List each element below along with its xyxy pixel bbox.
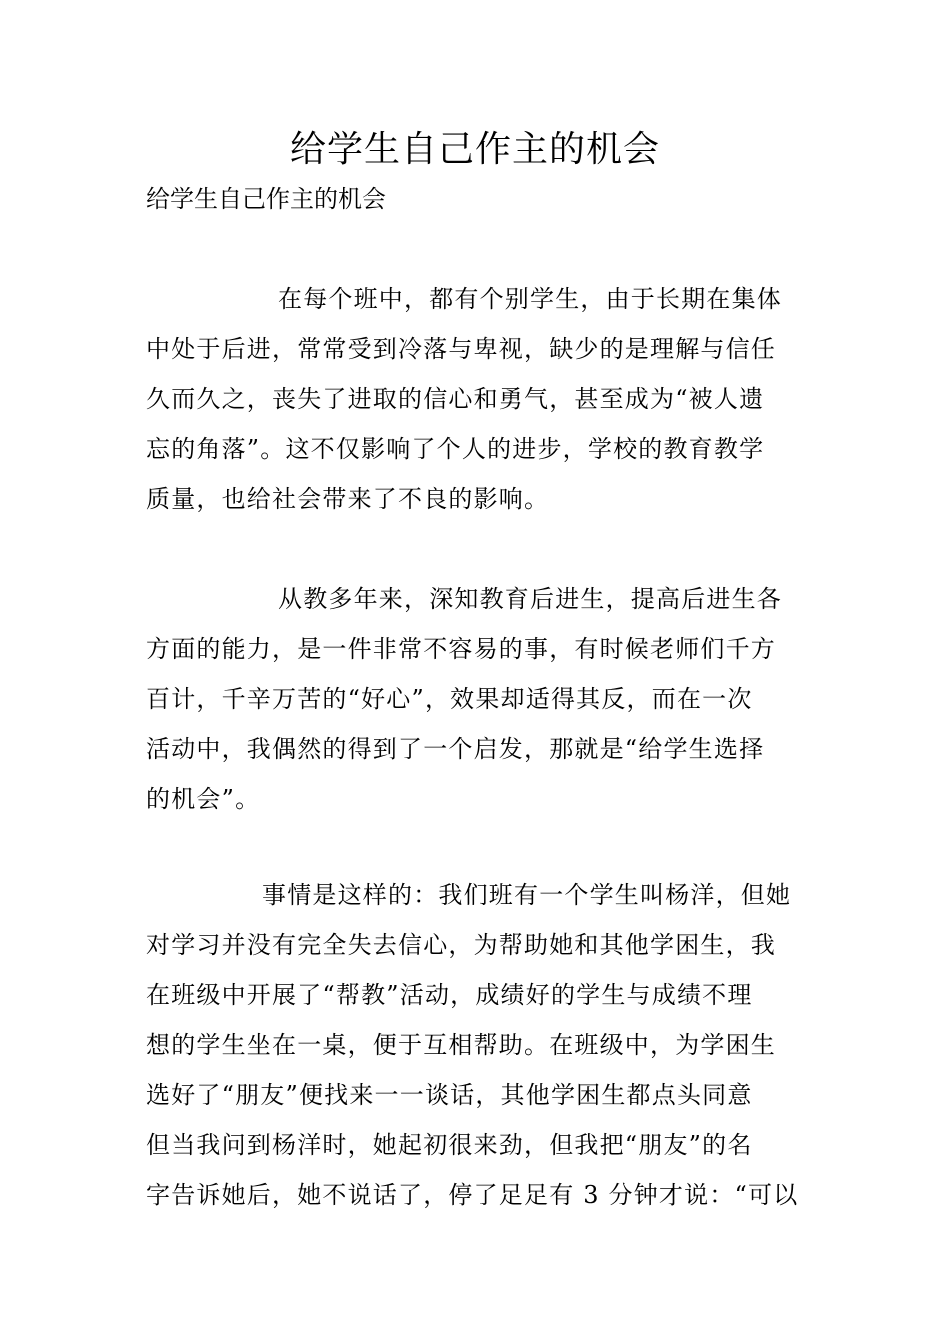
document-subtitle: 给学生自己作主的机会 (146, 185, 386, 213)
paragraph-line: 在班级中开展了“帮教”活动，成绩好的学生与成绩不理 (146, 981, 753, 1009)
paragraph-line: 在每个班中，都有个别学生，由于长期在集体 (278, 285, 782, 313)
paragraph-line: 字告诉她后，她不说话了，停了足足有 3 分钟才说：“可以 (146, 1181, 799, 1209)
paragraph-1 (146, 274, 806, 524)
paragraph-line: 事情是这样的：我们班有一个学生叫杨洋，但她 (262, 881, 792, 909)
document-title: 给学生自己作主的机会 (289, 129, 660, 170)
paragraph-line: 想的学生坐在一桌，便于互相帮助。在班级中，为学困生 (146, 1031, 776, 1059)
paragraph-2 (146, 574, 806, 824)
paragraph-line: 的机会”。 (146, 785, 261, 813)
paragraph-line: 但当我问到杨洋时，她起初很来劲，但我把“朋友”的名 (146, 1131, 753, 1159)
paragraph-line: 方面的能力，是一件非常不容易的事，有时候老师们千方 (146, 635, 776, 663)
paragraph-line: 久而久之，丧失了进取的信心和勇气，甚至成为“被人遗 (146, 385, 765, 413)
paragraph-line: 忘的角落”。这不仅影响了个人的进步，学校的教育教学 (146, 435, 765, 463)
paragraph-line: 质量，也给社会带来了不良的影响。 (146, 485, 550, 513)
paragraph-line: 选好了“朋友”便找来一一谈话，其他学困生都点头同意 (146, 1081, 753, 1109)
paragraph-line: 从教多年来，深知教育后进生，提高后进生各 (278, 585, 782, 613)
paragraph-line: 对学习并没有完全失去信心，为帮助她和其他学困生，我 (146, 931, 776, 959)
paragraph-line: 中处于后进，常常受到冷落与卑视，缺少的是理解与信任 (146, 335, 776, 363)
paragraph-line: 活动中，我偶然的得到了一个启发，那就是“给学生选择 (146, 735, 765, 763)
paragraph-3 (146, 870, 806, 1220)
paragraph-line: 百计，千辛万苦的“好心”，效果却适得其反，而在一次 (146, 685, 753, 713)
